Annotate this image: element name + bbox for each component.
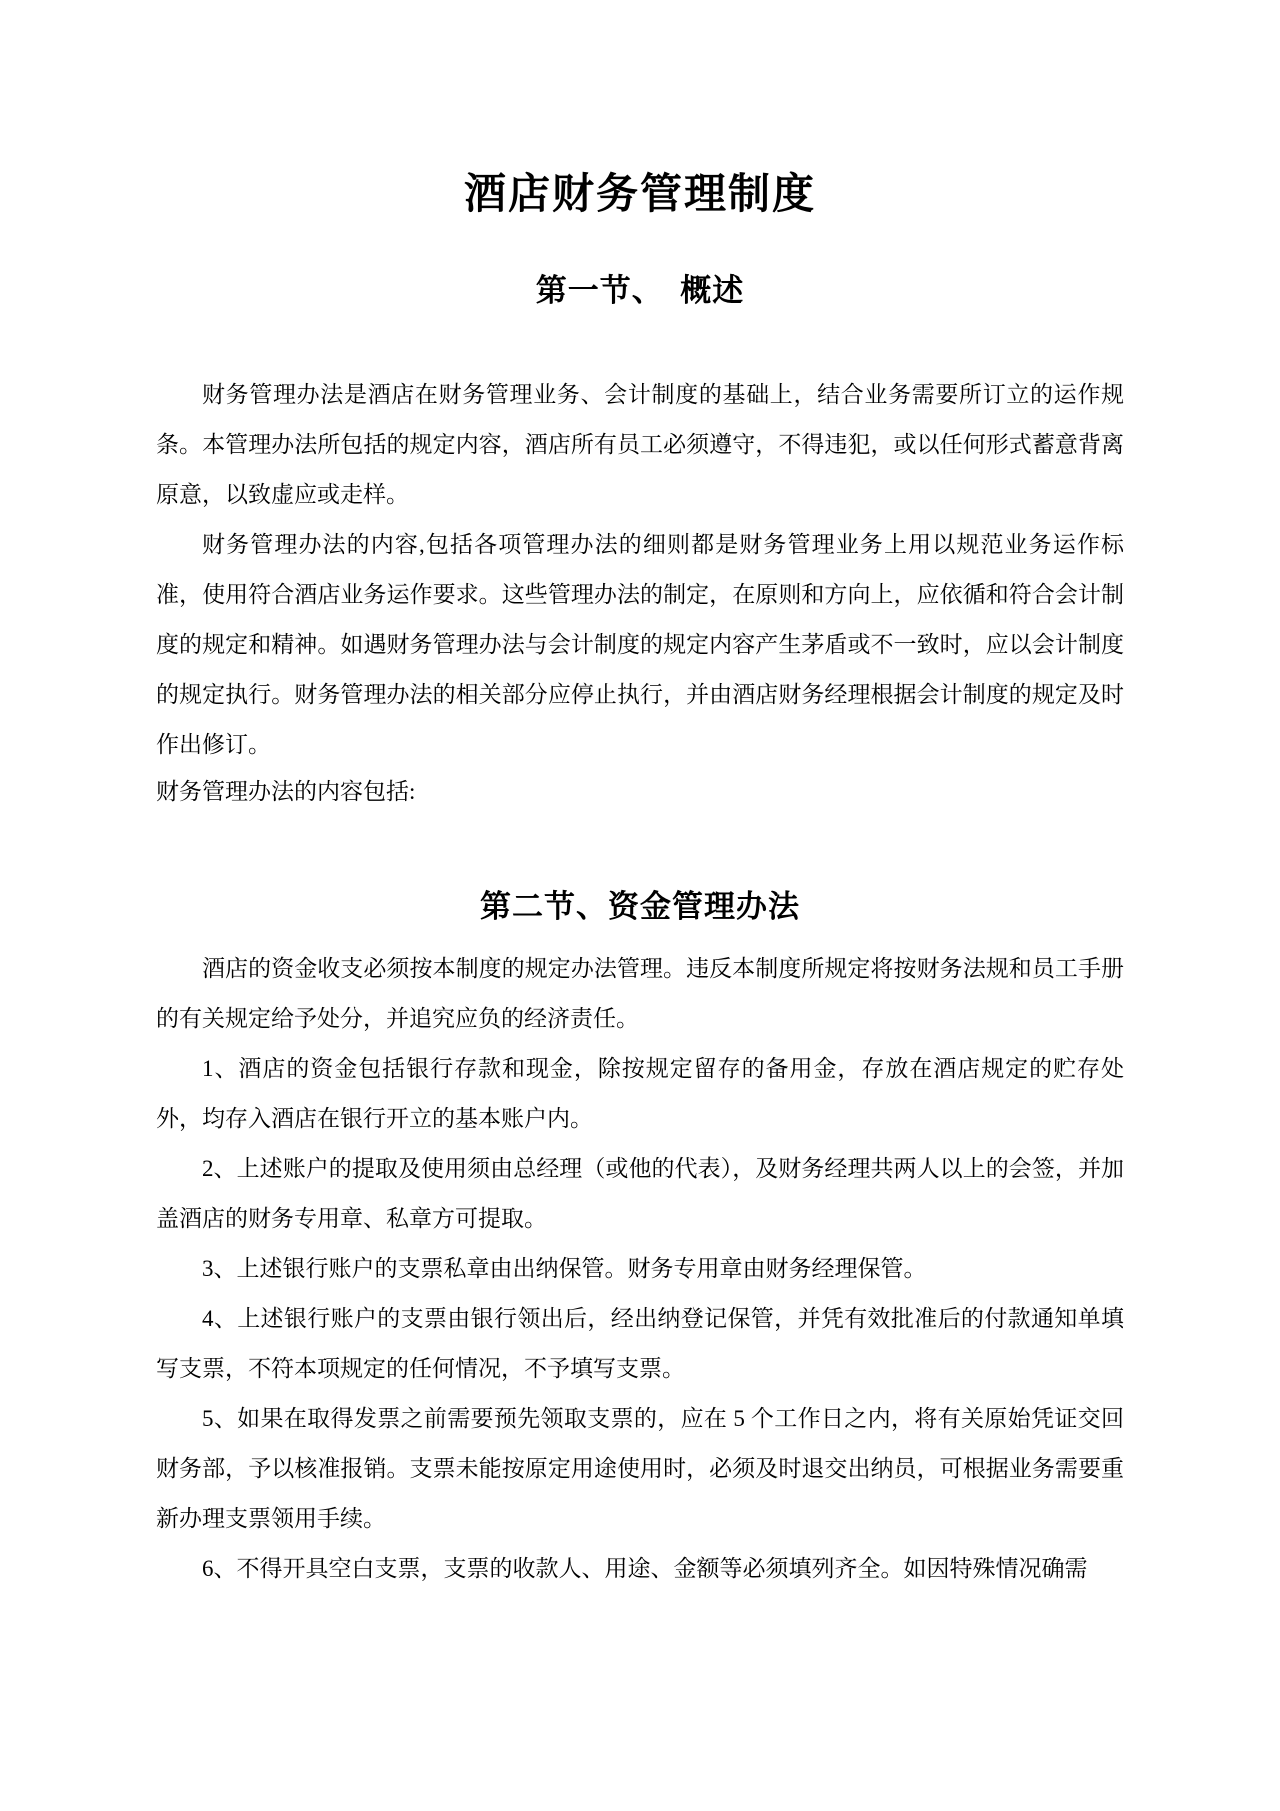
section-2-item-4: 4、上述银行账户的支票由银行领出后，经出纳登记保管，并凭有效批准后的付款通知单填写支票，不符本项规定的任何情况，不予填写支票。 xyxy=(156,1306,1124,1381)
section-2-paragraph-intro: 酒店的资金收支必须按本制度的规定办法管理。违反本制度所规定将按财务法规和员工手册的有关规定给予处分，并追究应负的经济责任。 xyxy=(156,956,1124,1031)
section-1-paragraph-3: 财务管理办法的内容包括: xyxy=(156,779,416,804)
section-2-item-5: 5、如果在取得发票之前需要预先领取支票的，应在 5 个工作日之内，将有关原始凭证交回财务部，予以核准报销。支票未能按原定用途使用时，必须及时退交出纳员，可根据业务需要重新办理支票领用手续。 xyxy=(156,1406,1124,1531)
section-1-paragraph-2: 财务管理办法的内容,包括各项管理办法的细则都是财务管理业务上用以规范业务运作标准，使用符合酒店业务运作要求。这些管理办法的制定，在原则和方向上，应依循和符合会计制度的规定和精神。如遇财务管理办法与会计制度的规定内容产生茅盾或不一致时，应以会计制度的规定执行。财务管理办法的相关部分应停止执行，并由酒店财务经理根据会计制度的规定及时作出修订。 xyxy=(156,532,1124,757)
section-2-item-2: 2、上述账户的提取及使用须由总经理（或他的代表），及财务经理共两人以上的会签，并加盖酒店的财务专用章、私章方可提取。 xyxy=(156,1156,1124,1231)
section-1-heading: 第一节、 概述 xyxy=(535,273,745,308)
section-1-paragraph-1: 财务管理办法是酒店在财务管理业务、会计制度的基础上，结合业务需要所订立的运作规条。本管理办法所包括的规定内容，酒店所有员工必须遵守，不得违犯，或以任何形式蓄意背离原意，以致虚应或走样。 xyxy=(156,382,1124,507)
section-2-heading: 第二节、资金管理办法 xyxy=(480,889,800,924)
section-2-item-1: 1、酒店的资金包括银行存款和现金，除按规定留存的备用金，存放在酒店规定的贮存处外，均存入酒店在银行开立的基本账户内。 xyxy=(156,1056,1124,1131)
section-2-item-3: 3、上述银行账户的支票私章由出纳保管。财务专用章由财务经理保管。 xyxy=(202,1256,927,1281)
section-2-item-6: 6、不得开具空白支票，支票的收款人、用途、金额等必须填列齐全。如因特殊情况确需 xyxy=(202,1556,1088,1581)
document-title: 酒店财务管理制度 xyxy=(463,172,816,218)
